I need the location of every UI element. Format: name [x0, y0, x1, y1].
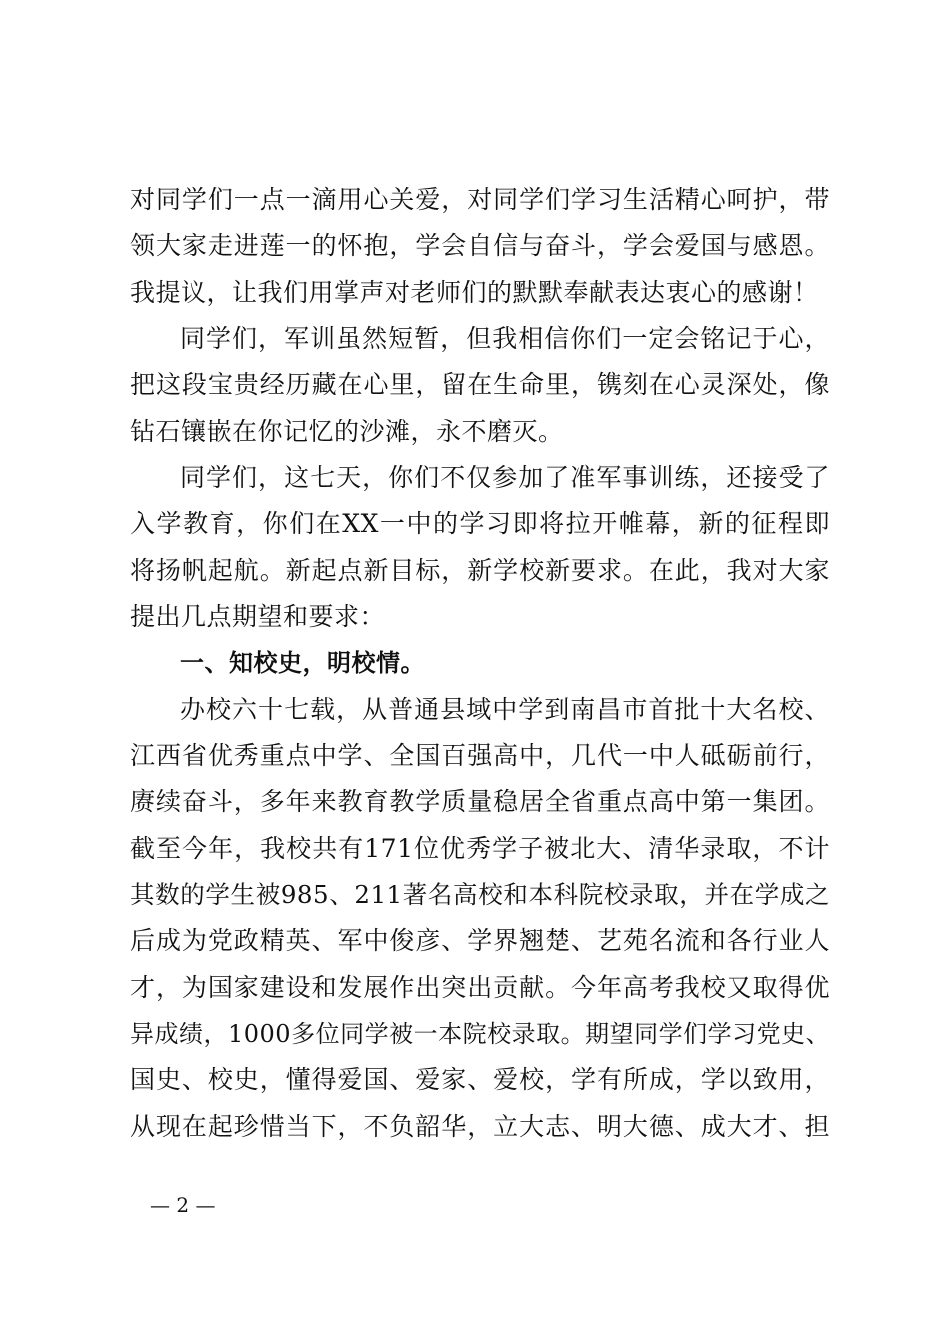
text-line: 其数的学生被985、211著名高校和本科院校录取，并在学成之	[130, 880, 830, 909]
text-line: 赓续奋斗，多年来教育教学质量稳居全省重点高中第一集团。	[130, 787, 830, 816]
paragraph-start-line: 同学们，军训虽然短暂，但我相信你们一定会铭记于心，	[180, 324, 830, 353]
text-line: 将扬帆起航。新起点新目标，新学校新要求。在此，我对大家	[130, 556, 830, 585]
text-line: 截至今年，我校共有171位优秀学子被北大、清华录取，不计	[130, 834, 830, 863]
text-line: 国史、校史，懂得爱国、爱家、爱校，学有所成，学以致用，	[130, 1065, 830, 1094]
text-line: 领大家走进莲一的怀抱，学会自信与奋斗，学会爱国与感恩。	[130, 231, 830, 260]
text-line: 才，为国家建设和发展作出突出贡献。今年高考我校又取得优	[130, 973, 830, 1002]
text-line: 异成绩，1000多位同学被一本院校录取。期望同学们学习党史、	[130, 1020, 831, 1048]
paragraph-start-line: 办校六十七载，从普通县域中学到南昌市首批十大名校、	[180, 695, 830, 724]
page-number: — 2 —	[150, 1193, 216, 1217]
text-line: 从现在起珍惜当下，不负韶华，立大志、明大德、成大才、担	[130, 1112, 830, 1141]
text-line: 把这段宝贵经历藏在心里，留在生命里，镌刻在心灵深处，像	[130, 370, 830, 399]
text-line: 提出几点期望和要求：	[130, 602, 386, 631]
text-line: 江西省优秀重点中学、全国百强高中，几代一中人砥砺前行，	[130, 741, 830, 770]
text-line: 后成为党政精英、军中俊彦、学界翘楚、艺苑名流和各行业人	[130, 926, 830, 955]
paragraph-start-line: 同学们，这七天，你们不仅参加了准军事训练，还接受了	[180, 463, 830, 492]
section-heading: 一、知校史，明校情。	[180, 649, 425, 677]
text-line: 对同学们一点一滴用心关爱，对同学们学习生活精心呵护，带	[130, 185, 830, 214]
text-line: 我提议，让我们用掌声对老师们的默默奉献表达衷心的感谢！	[130, 278, 819, 307]
text-line: 钻石镶嵌在你记忆的沙滩，永不磨灭。	[130, 417, 564, 446]
text-line: 入学教育，你们在XX一中的学习即将拉开帷幕，新的征程即	[130, 509, 830, 538]
